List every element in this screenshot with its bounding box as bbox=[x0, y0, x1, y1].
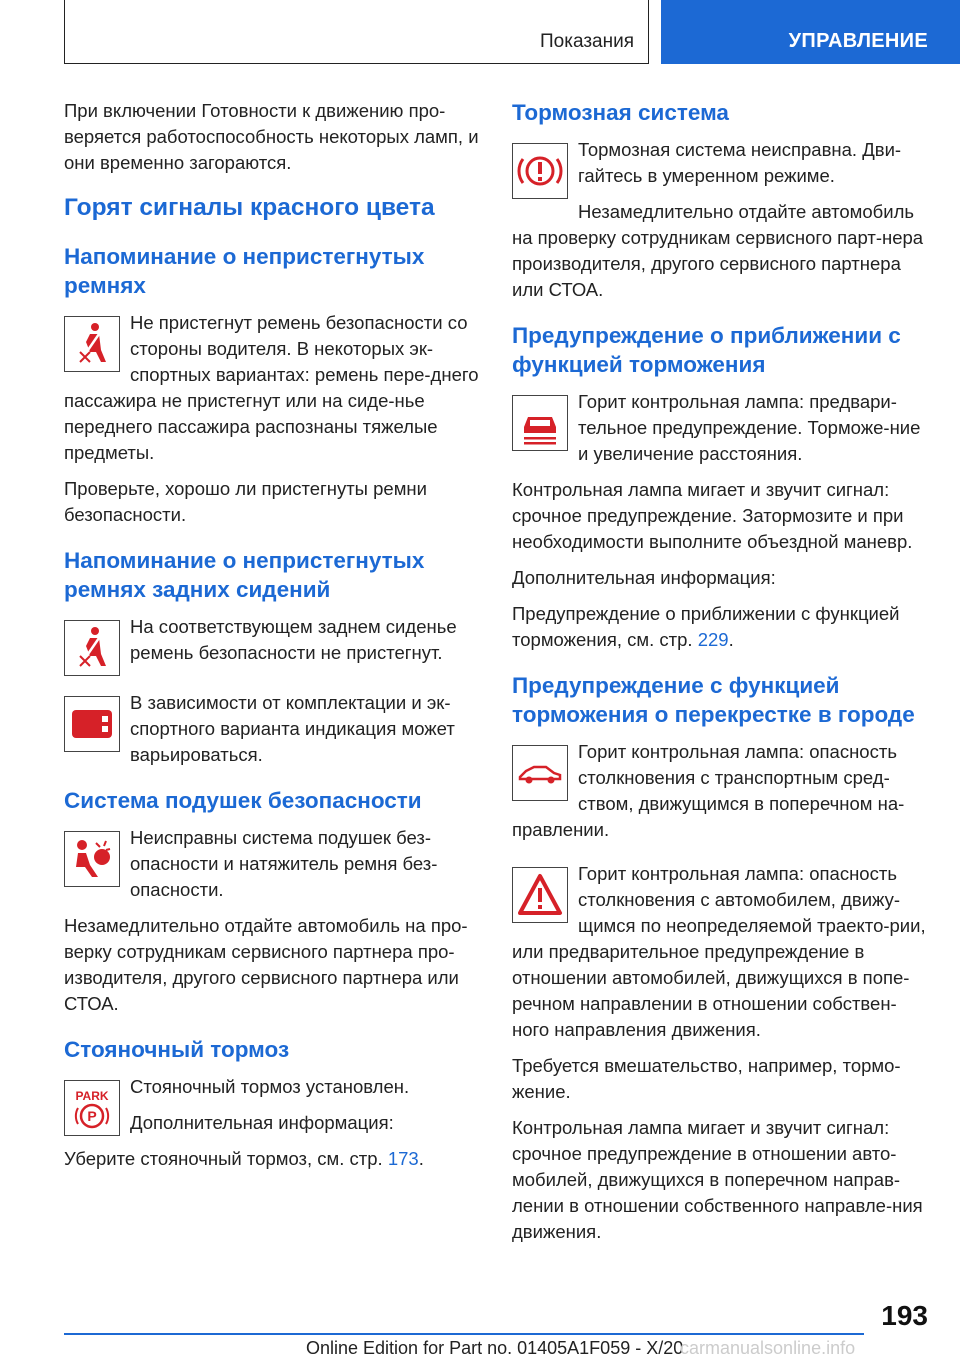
parking-brake-info-label: Дополнительная информация: bbox=[130, 1112, 394, 1133]
car-side-warning-icon bbox=[512, 745, 568, 801]
seatbelt-text: Не пристегнут ремень безопасности со стороны водителя. В некоторых эк-спортных вариантах: ремень пере-днего пассажира не пристегнут или на сиде-нье переднего пассажира распознаны тяжелые предметы. bbox=[64, 312, 479, 463]
heading-seatbelt-reminder: Напоминание о непристегнутых ремнях bbox=[64, 244, 425, 298]
page-link-229[interactable]: 229 bbox=[697, 629, 729, 650]
brake-action-text: Незамедлительно отдайте автомобиль на проверку сотрудникам сервисного парт-нера производителя, другого сервисного партнера или СТОА. bbox=[512, 201, 924, 300]
crossroad-item-2 bbox=[512, 861, 928, 1043]
header-section-box bbox=[64, 0, 649, 64]
brake-text: Тормозная система неисправна. Дви-гайтесь в умеренном режиме. bbox=[578, 139, 902, 186]
header-chapter-label: УПРАВЛЕНИЕ bbox=[788, 30, 928, 52]
rear-seatbelt-text: На соответствующем заднем сиденье ремень безопасности не пристегнут. bbox=[130, 616, 457, 663]
car-front-warning-icon bbox=[512, 395, 568, 451]
footer-watermark: carmanualsonline.info bbox=[680, 1338, 856, 1358]
header-section-label: Показания bbox=[540, 31, 634, 52]
header-chapter-tab[interactable] bbox=[661, 0, 960, 64]
seatbelt-item bbox=[64, 310, 482, 466]
triangle-warning-icon bbox=[512, 867, 568, 923]
crossroad-action-text: Требуется вмешательство, например, тормо-жение. bbox=[512, 1055, 901, 1102]
parking-brake-text: Стояночный тормоз установлен. bbox=[130, 1076, 410, 1097]
rear-seat-indicator-icon bbox=[64, 696, 120, 752]
airbag-action-text: Незамедлительно отдайте автомобиль на про-верку сотрудникам сервисного партнера про-изводителя, другого сервисного партнера или СТОА. bbox=[64, 915, 468, 1014]
heading-approach-warning: Предупреждение о приближении с функцией торможения bbox=[512, 323, 901, 377]
footer-divider bbox=[64, 1333, 864, 1335]
heading-rear-seatbelt: Напоминание о непристегнутых ремнях задних сидений bbox=[64, 548, 425, 602]
approach-info-label: Дополнительная информация: bbox=[512, 567, 776, 588]
footer-edition: Online Edition for Part no. 01405A1F059 - X/20 bbox=[306, 1338, 684, 1358]
seatbelt-check-text: Проверьте, хорошо ли пристегнуты ремни безопасности. bbox=[64, 478, 427, 525]
intro-paragraph: При включении Готовности к движению про-веряется работоспособность некоторых ламп, и они временно загораются. bbox=[64, 100, 479, 173]
airbag-text: Неисправны система подушек без-опасности и натяжитель ремня без-опасности. bbox=[130, 827, 438, 900]
rear-seatbelt-icon bbox=[64, 620, 120, 676]
airbag-item bbox=[64, 825, 482, 903]
approach-ref-text: Предупреждение о приближении с функцией торможения, см. стр. bbox=[512, 603, 900, 650]
heading-airbag-system: Система подушек безопасности bbox=[64, 788, 422, 813]
crossroad-text-1: Горит контрольная лампа: опасность столкновения с транспортным сред-ством, движущимся в поперечном на-правлении. bbox=[512, 741, 905, 840]
crossroad-text-2: Горит контрольная лампа: опасность столкновения с автомобилем, движу-щимся по неопределяемой траекто-рии, или предварительное предупреждение в отношении автомобилей, движущихся в попе-речном направлении в отношении собствен-ного направления движения. bbox=[512, 863, 926, 1040]
right-column: Тормозная система Тормозная система неисправна. Дви-гайтесь в умеренном режиме. Незамедлительно отдайте автомобиль на проверку сотрудникам сервисного парт-нера производителя, другого сервисного партнера или СТОА. Предупреждение о приближении с функцией торможения Горит контрольная лампа: предвари-тельное предупреждение. Торможе-ние и увеличение расстояния. Контрольная лампа мигает и звучит сигнал: срочное предупреждение. Затормозите и при необходимости выполните объездной маневр. Дополнительная информация: Предупреждение о приближении с функцией торможения, см. стр. 229. Предупреждение с функцией торможения о перекрестке в городе Горит контрольная лампа: опасность столкновения с транспортным сред-ством, движущимся в поперечном на-правлении. Горит контрольная лампа: опасность столкновения с автомобилем, движу-щимся по неопределяемой траекто-рии, или предварительное предупреждение в отношении автомобилей, движущихся в попе-речном направлении в отношении собствен-ного направления движения. Требуется вмешательство, например, тормо-жение. Контрольная лампа мигает и звучит сигнал: срочное предупреждение в отношении авто-мобилей, движущихся в поперечном направ-лении в отношении собственного направле-ния движения. bbox=[512, 98, 928, 1255]
heading-parking-brake: Стояночный тормоз bbox=[64, 1037, 290, 1062]
approach-text: Горит контрольная лампа: предвари-тельное предупреждение. Торможе-ние и увеличение расстояния. bbox=[578, 391, 921, 464]
parking-brake-icon bbox=[64, 1080, 120, 1136]
airbag-warning-icon bbox=[64, 831, 120, 887]
crossroad-item-1 bbox=[512, 739, 928, 843]
page-number: 193 bbox=[881, 1300, 928, 1331]
left-column bbox=[64, 98, 482, 1182]
parking-brake-ref-text: Уберите стояночный тормоз, см. стр. bbox=[64, 1148, 383, 1169]
approach-blink-text: Контрольная лампа мигает и звучит сигнал: срочное предупреждение. Затормозите и при необходимости выполните объездной маневр. bbox=[512, 479, 913, 552]
rear-seat-variation-text: В зависимости от комплектации и эк-спортного варианта индикация может варьироваться. bbox=[130, 692, 455, 765]
approach-item bbox=[512, 389, 928, 467]
seatbelt-warning-icon bbox=[64, 316, 120, 372]
heading-brake-system: Тормозная система bbox=[512, 100, 729, 125]
crossroad-blink-text: Контрольная лампа мигает и звучит сигнал: срочное предупреждение в отношении авто-мобилей, движущихся в поперечном направ-лении в отношении собственного направле-ния движения. bbox=[512, 1117, 923, 1242]
park-icon-label: PARK bbox=[75, 1089, 109, 1103]
rear-seatbelt-item bbox=[64, 614, 482, 680]
svg-text:P: P bbox=[87, 1108, 97, 1124]
rear-seat-layout-item bbox=[64, 690, 482, 768]
brake-warning-icon bbox=[512, 143, 568, 199]
heading-crossroad-warning: Предупреждение с функцией торможения о перекрестке в городе bbox=[512, 673, 915, 727]
parking-brake-item: PARK P Стояночный тормоз установлен. Дополнительная информация: Уберите стояночный тормоз, см. стр. 173. bbox=[64, 1074, 482, 1172]
brake-item bbox=[512, 137, 928, 303]
heading-red-signals: Горят сигналы красного цвета bbox=[64, 194, 435, 221]
page-link-173[interactable]: 173 bbox=[387, 1148, 419, 1169]
